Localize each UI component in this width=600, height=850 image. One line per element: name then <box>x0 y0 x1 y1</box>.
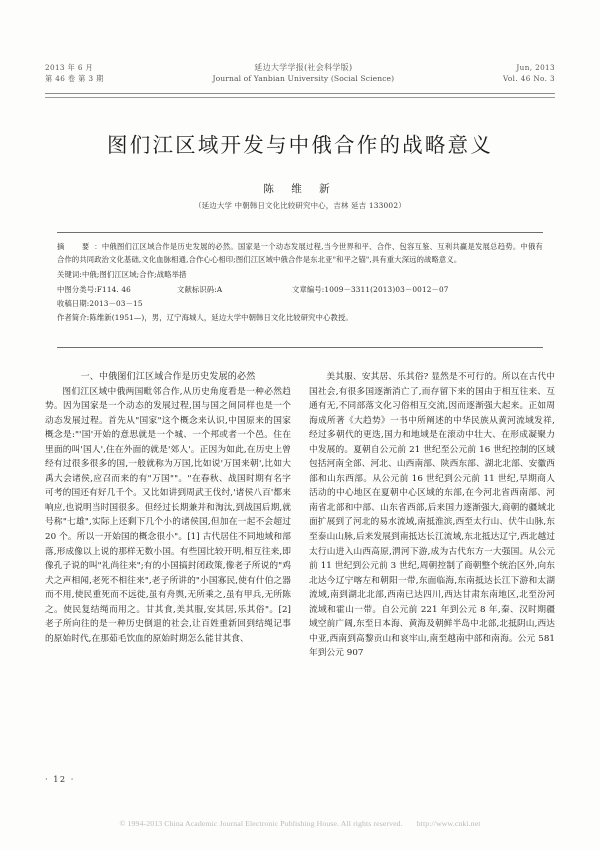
volume-issue-cn: 第 46 卷 第 3 期 <box>45 74 104 83</box>
keywords: 关键词:中俄;图们江区域;合作;战略举措 <box>57 270 187 280</box>
paragraph: 美其服、安其居、乐其俗? 显然是不可行的。所以在古代中国社会,有很多国逐渐消亡了,而存留下来的国由于相互往来、互通有无,不同部落文化习俗相互交流,因而逐渐强大起来。正如周海成所著《大趋势》一书中所阐述的中华民族从黄河流域发祥,经过多朝代的更迭,国力和地域是在滚动中壮大、在形成凝聚力中发展的。夏朝自公元前 21 世纪至公元前 16 世纪控制的区域包括河南全部、河北、山西南部、陕西东部、湖北北部、安徽西部和山东西部。从公元前 16 世纪到公元前 11 世纪,早期商人活动的中心地区在夏朝中心区域的东部,在今河北省西南部、河南省北部和中部、山东省西部,后来国力逐渐强大,商朝的疆域北面扩展到了河北的易水流域,南抵淮滨,西至太行山、伏牛山脉,东至泰山山脉,后来发展到南抵达长江流域,东北抵达辽宁,西北越过太行山进入山西高原,渭河下游,成为古代东方一大强国。从公元前 11 世纪到公元前 3 世纪,周朝控制了商朝整个统治区外,向东北达今辽宁喀左和朝阳一带,东面临海,东南抵达长江下游和太湖流域,南到湖北北部,西南已达四川,西达甘肃东南地区,北至汾河流域和霍山一带。自公元前 221 年到公元 8 年,秦、汉时期疆域空前广阔,东至日本海、黄海及朝鲜半岛中北部,北抵阴山,西达中亚,西南到高黎贡山和哀牢山,南至越南中部和南海。公元 581 年到公元 907 <box>309 372 555 659</box>
copyright-footer <box>30 819 570 828</box>
volume-issue-en: Vol. 46 No. 3 <box>503 74 555 83</box>
document-code: 文献标识码:A <box>177 284 223 294</box>
running-head-right <box>503 62 555 84</box>
issue-date-en: Jun, 2013 <box>516 63 555 72</box>
received-date: 收稿日期:2013－03－15 <box>57 298 143 308</box>
copyright-text: © 1994-2013 China Academic Journal Electronic Publishing House. All rights reserved. <box>119 819 403 828</box>
page-title: 图们江区域开发与中俄合作的战略意义 <box>107 133 493 157</box>
clc-number: 中图分类号:F114. 46 <box>57 284 131 294</box>
abstract-rule-bottom <box>57 347 543 348</box>
abstract-label: 摘 要 <box>57 242 95 251</box>
author-name: 陈 维 新 <box>263 183 337 195</box>
abstract-block <box>57 240 543 266</box>
running-head-center <box>104 62 503 84</box>
header-rule <box>45 93 555 98</box>
author-affiliation: （延边大学 中朝韩日文化比较研究中心，吉林 延吉 133002） <box>194 201 406 210</box>
section-heading: 一、中俄图们江区域合作是历史发展的必然 <box>80 372 256 382</box>
abstract-rule-top <box>57 232 543 233</box>
column-right <box>309 370 555 758</box>
journal-title-en: Journal of Yanbian University (Social Science) <box>212 74 395 83</box>
running-head <box>45 62 555 92</box>
page-number: · 12 · <box>45 774 75 784</box>
cnki-url: http://www.cnki.net <box>416 819 481 828</box>
issue-date-cn: 2013 年 6 月 <box>45 63 94 72</box>
journal-title-cn: 延边大学学报(社会科学版) <box>254 63 353 72</box>
column-left <box>45 370 291 758</box>
classification-codes <box>57 283 543 296</box>
running-head-left <box>45 62 104 84</box>
author-bio: 作者简介:陈维新(1951—)，男，辽宁海城人，延边大学中朝韩日文化比较研究中心教授。 <box>57 313 353 323</box>
body-columns <box>45 370 555 758</box>
article-number: 文章编号:1009－3311(2013)03－0012－07 <box>292 284 449 294</box>
abstract-text: ：中俄图们江区域合作是历史发展的必然。国家是一个动态发展过程,当今世界和平、合作、包容互鉴、互利共赢是发展总趋势。中俄有合作的共同政治文化基础,文化血脉相通,合作心心相印;图们江区域中俄合作是东北亚"和平之锚",具有重大深远的战略意义。 <box>57 242 543 265</box>
paragraph: 图们江区域中俄两国毗邻合作,从历史角度看是一种必然趋势。因为国家是一个动态的发展过程,国与国之间同样也是一个动态发展过程。首先从"国家"这个概念来认识,中国原来的国家概念是:"'国'开始的意思就是一个城、一个邦或者一个邑。住在里面的叫'国人',住在外面的就是'郊人'。正因为如此,在历史上曾经有过很多很多的国,一般就称为万国,比如说'万国来朝',比如大禹大会诸侯,应召而来的有"万国""。"在春秋、战国时期有名字可考的国还有好几千个。又比如讲到周武王伐纣,'诸侯八百'都来响应,也说明当时国很多。但经过长期兼并和淘汰,到战国后期,就号称"七雄",实际上还剩下几个小的诸侯国,但加在一起不会超过 20 个。所以一开始国的概念很小"。[1] 古代居住不同地域和部落,形成像以上说的那样无数小国。有些国比较开明,相互往来,即像孔子说的叫"礼尚往来";有的小国搞封闭政策,像老子所说的"鸡犬之声相闻,老死不相往来",老子所讲的"小国寡民,使有什伯之器而不用,使民重死而不远徙,虽有舟舆,无所乘之,虽有甲兵,无所陈之。使民复结绳而用之。甘其食,美其服,安其居,乐其俗"。[2] 老子所向往的是一种历史倒退的社会,让百姓重新回到结绳记事的原始时代,在那茹毛饮血的原始时期怎么能甘其食、 <box>45 386 291 644</box>
front-matter <box>57 240 543 324</box>
